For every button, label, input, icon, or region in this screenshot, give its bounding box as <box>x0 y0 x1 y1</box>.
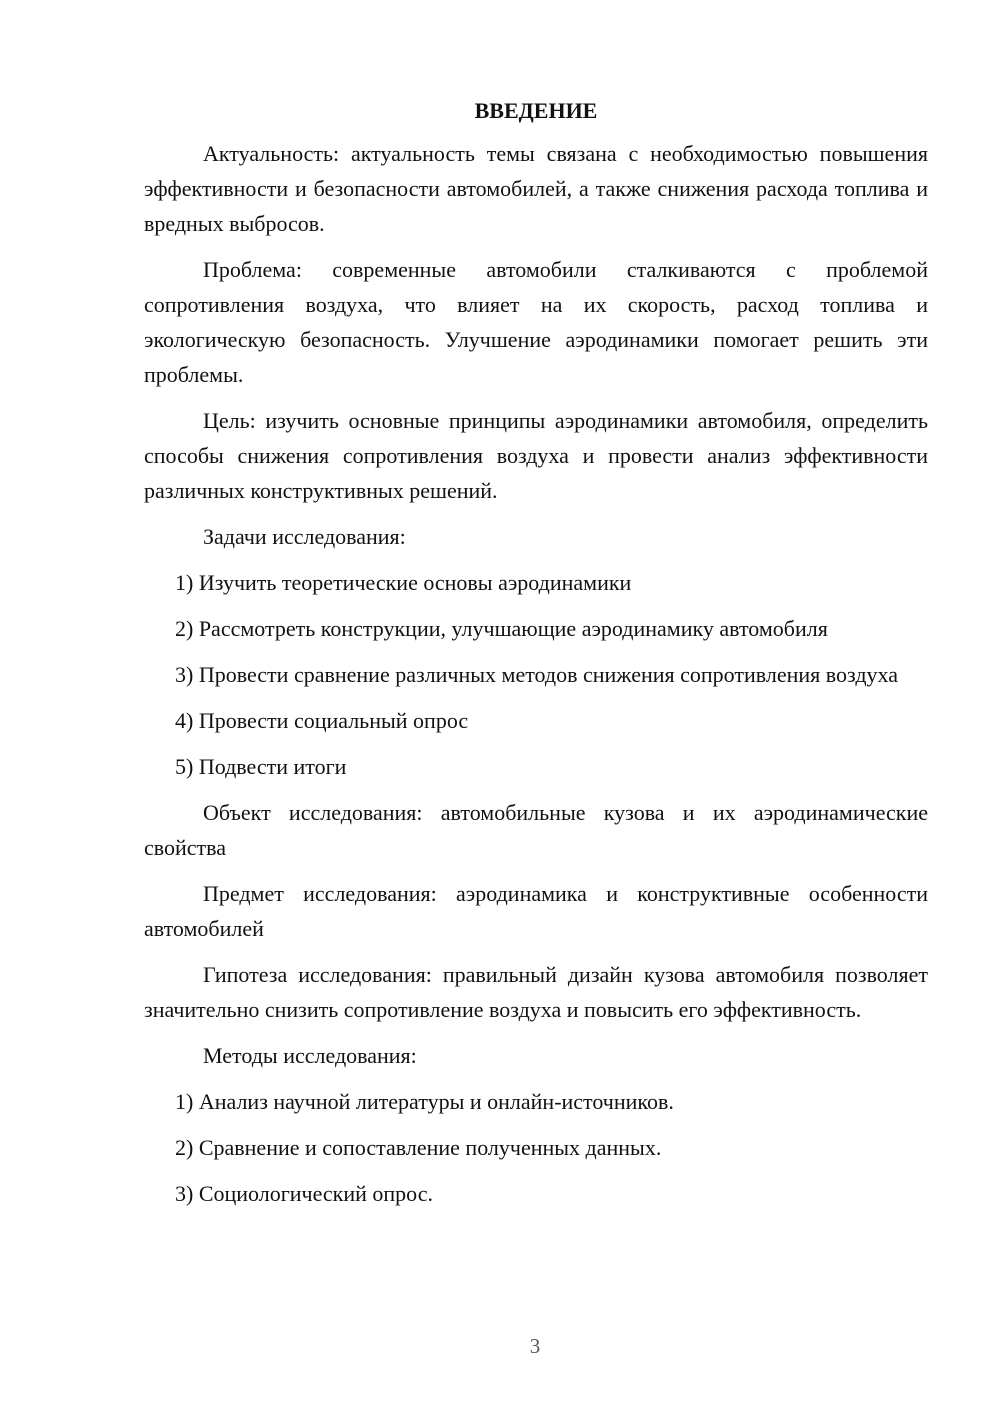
tasks-heading: Задачи исследования: <box>203 524 406 549</box>
methods-heading: Методы исследования: <box>203 1043 417 1068</box>
task-item: 2) Рассмотреть конструкции, улучшающие аэродинамику автомобиля <box>175 616 828 641</box>
hypothesis-paragraph: Гипотеза исследования: правильный дизайн кузова автомобиля позволяет значительно снизить сопротивление воздуха и повысить его эффективность. <box>144 962 928 1022</box>
task-item: 1) Изучить теоретические основы аэродинамики <box>175 570 632 595</box>
relevance-paragraph: Актуальность: актуальность темы связана с необходимостью повышения эффективности и безопасности автомобилей, а также снижения расхода топлива и вредных выбросов. <box>144 141 928 236</box>
object-paragraph: Объект исследования: автомобильные кузова и их аэродинамические свойства <box>144 800 928 860</box>
page-content <box>144 96 928 1222</box>
page-number: 3 <box>529 1334 541 1358</box>
problem-paragraph: Проблема: современные автомобили сталкиваются с проблемой сопротивления воздуха, что влияет на их скорость, расход топлива и экологическую безопасность. Улучшение аэродинамики помогает решить эти проблемы. <box>144 257 928 387</box>
task-item: 3) Провести сравнение различных методов снижения сопротивления воздуха <box>175 662 898 687</box>
method-item: 2) Сравнение и сопоставление полученных данных. <box>175 1135 662 1160</box>
task-item: 4) Провести социальный опрос <box>175 708 469 733</box>
method-item: 1) Анализ научной литературы и онлайн-источников. <box>175 1089 674 1114</box>
task-item: 5) Подвести итоги <box>175 754 347 779</box>
subject-paragraph: Предмет исследования: аэродинамика и конструктивные особенности автомобилей <box>144 881 928 941</box>
method-item: 3) Социологический опрос. <box>175 1181 433 1206</box>
section-heading: ВВЕДЕНИЕ <box>474 98 598 123</box>
goal-paragraph: Цель: изучить основные принципы аэродинамики автомобиля, определить способы снижения сопротивления воздуха и провести анализ эффективности различных конструктивных решений. <box>144 408 928 503</box>
